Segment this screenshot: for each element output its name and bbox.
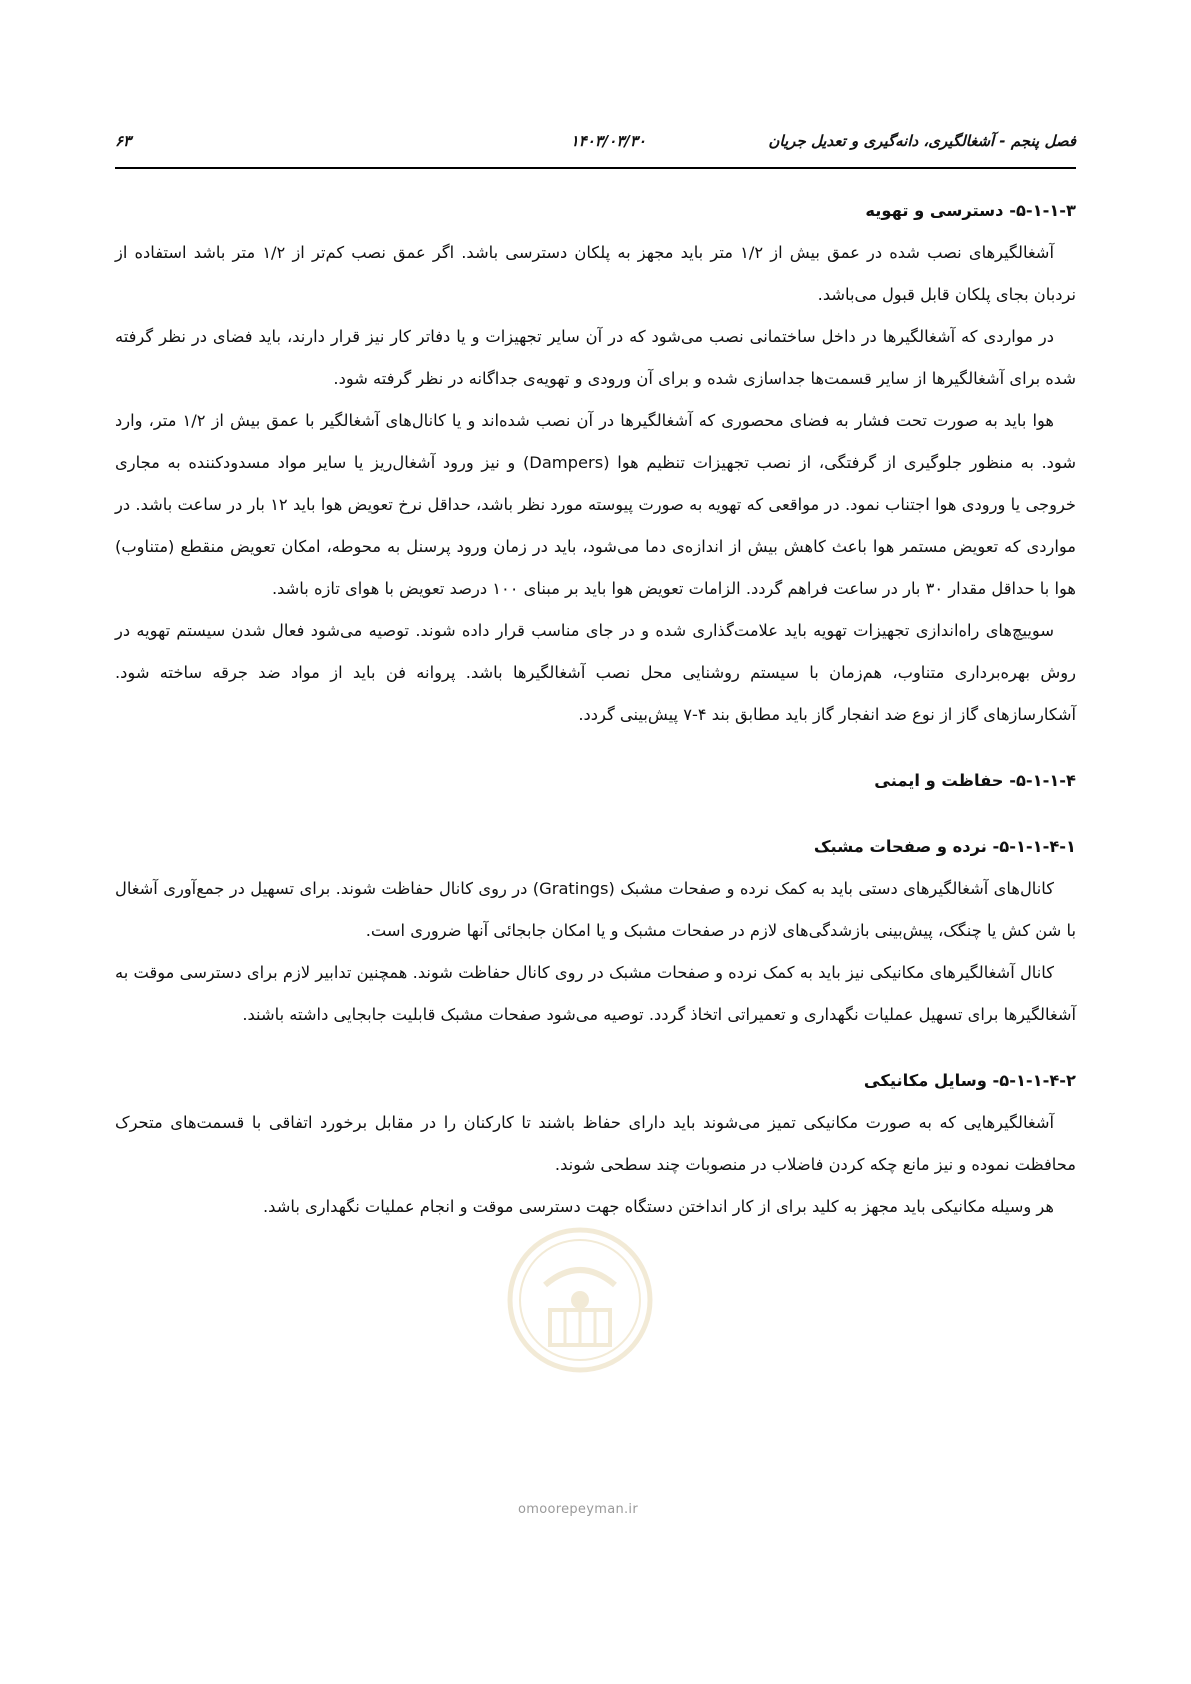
header-divider	[115, 167, 1076, 169]
watermark-url: omoorepeyman.ir	[518, 1502, 638, 1517]
paragraph: هوا باید به صورت تحت فشار به فضای محصوری که آشغالگیرها در آن نصب شده‌اند و یا کانال‌های آشغالگیر با عمق بیش از ۱/۲ متر، وارد شود. به منظور جلوگیری از گرفتگی، از نصب تجهیزات تنظیم هوا (Dampers) و نیز ورود آشغال‌ریز یا سایر مواد مسدودکننده به مجاری خروجی یا ورودی هوا اجتناب نمود. در مواقعی که تهویه به صورت پیوسته مورد نظر باشد، حداقل نرخ تعویض هوا باید ۱۲ بار در ساعت باشد. در مواردی که تعویض مستمر هوا باعث کاهش بیش از اندازه‌ی دما می‌شود، باید در زمان ورود پرسنل به محوطه، امکان تعویض منقطع (متناوب) هوا با حداقل مقدار ۳۰ بار در ساعت فراهم گردد. الزامات تعویض هوا باید بر مبنای ۱۰۰ درصد تعویض با هوای تازه باشد.	[115, 411, 1076, 598]
paragraph: آشغالگیرهای نصب شده در عمق بیش از ۱/۲ متر باید مجهز به پلکان دسترسی باشد. اگر عمق نصب کم‌تر از ۱/۲ متر باشد استفاده از نردبان بجای پلکان قابل قبول می‌باشد.	[115, 243, 1076, 304]
paragraph: هر وسیله مکانیکی باید مجهز به کلید برای از کار انداختن دستگاه جهت دسترسی موقت و انجام عملیات نگهداری باشد.	[263, 1197, 1054, 1216]
document-date: ۱۴۰۳/۰۳/۳۰	[570, 132, 646, 150]
section-heading: ۵-۱-۱-۴- حفاظت و ایمنی	[874, 771, 1076, 790]
page-number: ۶۳	[115, 132, 132, 150]
running-header	[115, 128, 1076, 156]
watermark-logo-icon	[505, 1225, 655, 1375]
chapter-title: فصل پنجم - آشغالگیری، دانه‌گیری و تعدیل جریان	[768, 132, 1076, 150]
paragraph: در مواردی که آشغالگیرها در داخل ساختمانی نصب می‌شود که در آن سایر تجهیزات و یا دفاتر کار نیز قرار دارند، باید فضای در نظر گرفته شده برای آشغالگیرها از سایر قسمت‌ها جداسازی شده و برای آن ورودی و تهویه‌ی جداگانه در نظر گرفته شود.	[115, 327, 1076, 388]
subsection-heading: ۵-۱-۱-۴-۲- وسایل مکانیکی	[863, 1071, 1076, 1090]
section-heading: ۵-۱-۱-۳- دسترسی و تهویه	[865, 201, 1076, 220]
subsection-heading: ۵-۱-۱-۴-۱- نرده و صفحات مشبک	[813, 837, 1076, 856]
paragraph: سوییچ‌های راه‌اندازی تجهیزات تهویه باید علامت‌گذاری شده و در جای مناسب قرار داده شوند. توصیه می‌شود فعال شدن سیستم تهویه در روش بهره‌برداری متناوب، هم‌زمان با سیستم روشنایی محل نصب آشغالگیرها باشد. پروانه فن باید از مواد ضد جرقه ساخته شود. آشکارسازهای گاز از نوع ضد انفجار گاز باید مطابق بند ۴-۷ پیش‌بینی گردد.	[115, 621, 1076, 724]
paragraph: کانال آشغالگیرهای مکانیکی نیز باید به کمک نرده و صفحات مشبک در روی کانال حفاظت شوند. همچنین تدابیر لازم برای دسترسی موقت به آشغالگیرها برای تسهیل عملیات نگهداری و تعمیراتی اتخاذ گردد. توصیه می‌شود صفحات مشبک قابلیت جابجایی داشته باشند.	[115, 963, 1076, 1024]
paragraph: آشغالگیرهایی که به صورت مکانیکی تمیز می‌شوند باید دارای حفاظ باشند تا کارکنان را در مقابل برخورد اتفاقی با قسمت‌های متحرک محافظت نموده و نیز مانع چکه کردن فاضلاب در منصوبات چند سطحی شوند.	[115, 1113, 1076, 1174]
page-body	[115, 190, 1076, 1228]
paragraph: کانال‌های آشغالگیرهای دستی باید به کمک نرده و صفحات مشبک (Gratings) در روی کانال حفاظت شوند. برای تسهیل در جمع‌آوری آشغال با شن کش یا چنگک، پیش‌بینی بازشدگی‌های لازم در صفحات مشبک و یا امکان جابجائی آنها ضروری است.	[115, 879, 1076, 940]
